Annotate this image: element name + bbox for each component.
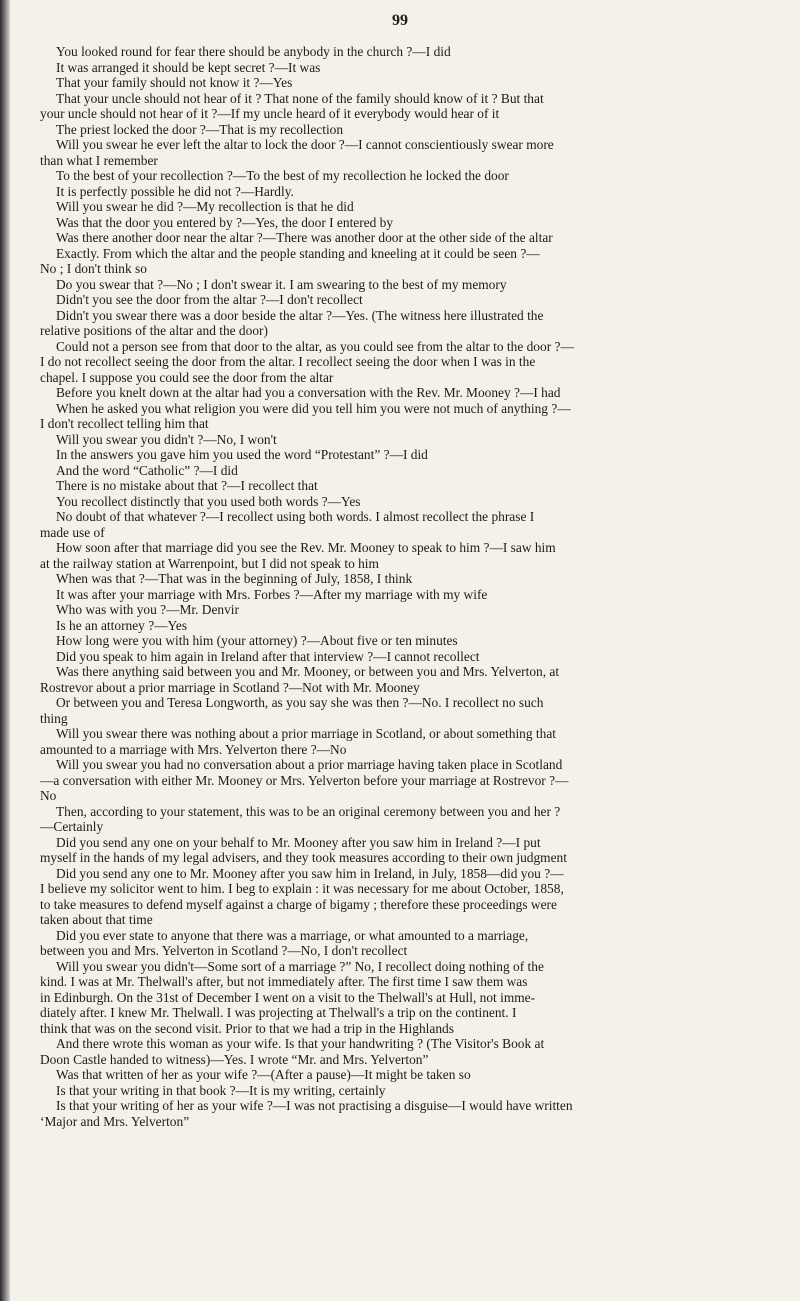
text-line: taken about that time [40,912,153,927]
text-line: kind. I was at Mr. Thelwall's after, but not immediately after. The first time I saw them was [40,974,528,989]
text-line: Could not a person see from that door to the altar, as you could see from the altar to the door ?— [56,338,574,354]
text-line: No ; I don't think so [40,261,147,276]
text-line: Did you send any one to Mr. Mooney after you saw him in Ireland, in July, 1858—did you ?— [56,865,564,881]
text-line: I do not recollect seeing the door from the altar. I recollect seeing the door when I was in the [40,354,536,369]
text-line: And there wrote this woman as your wife. Is that your handwriting ? (The Visitor's Book at [56,1036,545,1051]
text-line: When was that ?—That was in the beginning of July, 1858, I think [56,571,413,586]
text-line: When he asked you what religion you were did you tell him you were not much of anything ?— [56,400,571,416]
text-line: between you and Mrs. Yelverton in Scotland ?—No, I don't recollect [40,943,408,958]
page-binding-edge [0,0,10,1301]
text-line: your uncle should not hear of it ?—If my uncle heard of it everybody would hear of it [40,106,500,121]
text-line: Is that your writing of her as your wife ?—I was not practising a disguise—I would have written [56,1098,573,1113]
text-line: ‘Major and Mrs. Yelverton” [40,1113,190,1129]
text-line: No doubt of that whatever ?—I recollect using both words. I almost recollect the phrase I [56,509,535,524]
text-line: —a conversation with either Mr. Mooney or Mrs. Yelverton before your marriage at Rostrevor ?— [40,772,569,788]
text-line: Didn't you swear there was a door beside the altar ?—Yes. (The witness here illustrated the [56,307,544,323]
text-line: It was after your marriage with Mrs. Forbes ?—After my marriage with my wife [56,586,488,602]
text-line: in Edinburgh. On the 31st of December I went on a visit to the Thelwall's at Hull, not imme- [40,989,536,1005]
text-line: Will you swear you didn't ?—No, I won't [56,431,277,447]
text-line: amounted to a marriage with Mrs. Yelverton there ?—No [40,741,347,757]
text-line: than what I remember [40,152,158,168]
text-line: There is no mistake about that ?—I recollect that [56,478,318,493]
text-line: to take measures to defend myself against a charge of bigamy ; therefore these proceedings were [40,896,557,912]
text-line: It is perfectly possible he did not ?—Hardly. [56,183,294,199]
text-line: Did you speak to him again in Ireland after that interview ?—I cannot recollect [56,648,480,664]
text-line: Did you send any one on your behalf to Mr. Mooney after you saw him in Ireland ?—I put [56,834,541,850]
testimony-text [40,44,786,1129]
text-line: thing [40,710,68,726]
text-line: Was that written of her as your wife ?—(After a pause)—It might be taken so [56,1067,471,1082]
text-line: You looked round for fear there should be anybody in the church ?—I did [56,44,451,59]
text-line: Will you swear you had no conversation about a prior marriage having taken place in Scotland [56,757,563,772]
text-line: No [40,788,57,803]
text-line: Is he an attorney ?—Yes [56,617,188,633]
page-number: 99 [392,12,408,29]
text-line: Was there anything said between you and Mr. Mooney, or between you and Mrs. Yelverton, at [56,664,560,679]
text-line: In the answers you gave him you used the word “Protestant” ?—I did [56,447,428,462]
text-line: Will you swear there was nothing about a prior marriage in Scotland, or about something that [56,726,556,741]
text-line: Before you knelt down at the altar had you a conversation with the Rev. Mr. Mooney ?—I had [56,385,561,400]
text-line: Will you swear he did ?—My recollection is that he did [56,199,354,214]
text-line: Or between you and Teresa Longworth, as you say she was then ?—No. I recollect no such [56,695,544,710]
text-line: diately after. I knew Mr. Thelwall. I was projecting at Thelwall's a trip on the continent. I [40,1005,517,1020]
text-line: That your uncle should not hear of it ? That none of the family should know of it ? But that [56,90,544,106]
text-line: Did you ever state to anyone that there was a marriage, or what amounted to a marriage, [56,927,529,943]
text-line: You recollect distinctly that you used both words ?—Yes [56,493,361,509]
text-line: The priest locked the door ?—That is my recollection [56,121,344,137]
text-line: And the word “Catholic” ?—I did [56,462,238,478]
text-line: at the railway station at Warrenpoint, but I did not speak to him [40,555,379,571]
text-line: I believe my solicitor went to him. I beg to explain : it was necessary for me about October, 1858, [40,881,564,896]
text-line: chapel. I suppose you could see the door from the altar [40,369,334,385]
text-line: Was there another door near the altar ?—There was another door at the other side of the altar [56,230,553,245]
text-line: Who was with you ?—Mr. Denvir [56,602,239,617]
text-line: How soon after that marriage did you see the Rev. Mr. Mooney to speak to him ?—I saw him [56,540,556,555]
text-line: —Certainly [40,819,104,834]
text-line: Doon Castle handed to witness)—Yes. I wrote “Mr. and Mrs. Yelverton” [40,1051,429,1067]
text-line: How long were you with him (your attorney) ?—About five or ten minutes [56,633,458,648]
text-line: It was arranged it should be kept secret ?—It was [56,59,321,75]
text-line: Will you swear he ever left the altar to lock the door ?—I cannot conscientiously swear more [56,137,554,152]
text-line: Was that the door you entered by ?—Yes, the door I entered by [56,214,394,230]
text-line: think that was on the second visit. Prior to that we had a trip in the Highlands [40,1020,454,1036]
text-line: Will you swear you didn't—Some sort of a marriage ?” No, I recollect doing nothing of the [56,958,544,974]
text-line: I don't recollect telling him that [40,416,209,431]
text-line: Do you swear that ?—No ; I don't swear it. I am swearing to the best of my memory [56,276,507,292]
text-line: relative positions of the altar and the door) [40,323,268,338]
text-line: That your family should not know it ?—Yes [56,75,293,90]
text-line: Is that your writing in that book ?—It is my writing, certainly [56,1082,386,1098]
text-line: Exactly. From which the altar and the people standing and kneeling at it could be seen ?— [56,245,540,261]
text-line: To the best of your recollection ?—To the best of my recollection he locked the door [56,168,509,183]
text-line: myself in the hands of my legal advisers, and they took measures according to their own judgment [40,850,567,865]
text-line: Didn't you see the door from the altar ?—I don't recollect [56,292,363,307]
text-line: Rostrevor about a prior marriage in Scotland ?—Not with Mr. Mooney [40,679,420,695]
text-line: Then, according to your statement, this was to be an original ceremony between you and her ? [56,803,561,819]
text-line: made use of [40,524,105,540]
